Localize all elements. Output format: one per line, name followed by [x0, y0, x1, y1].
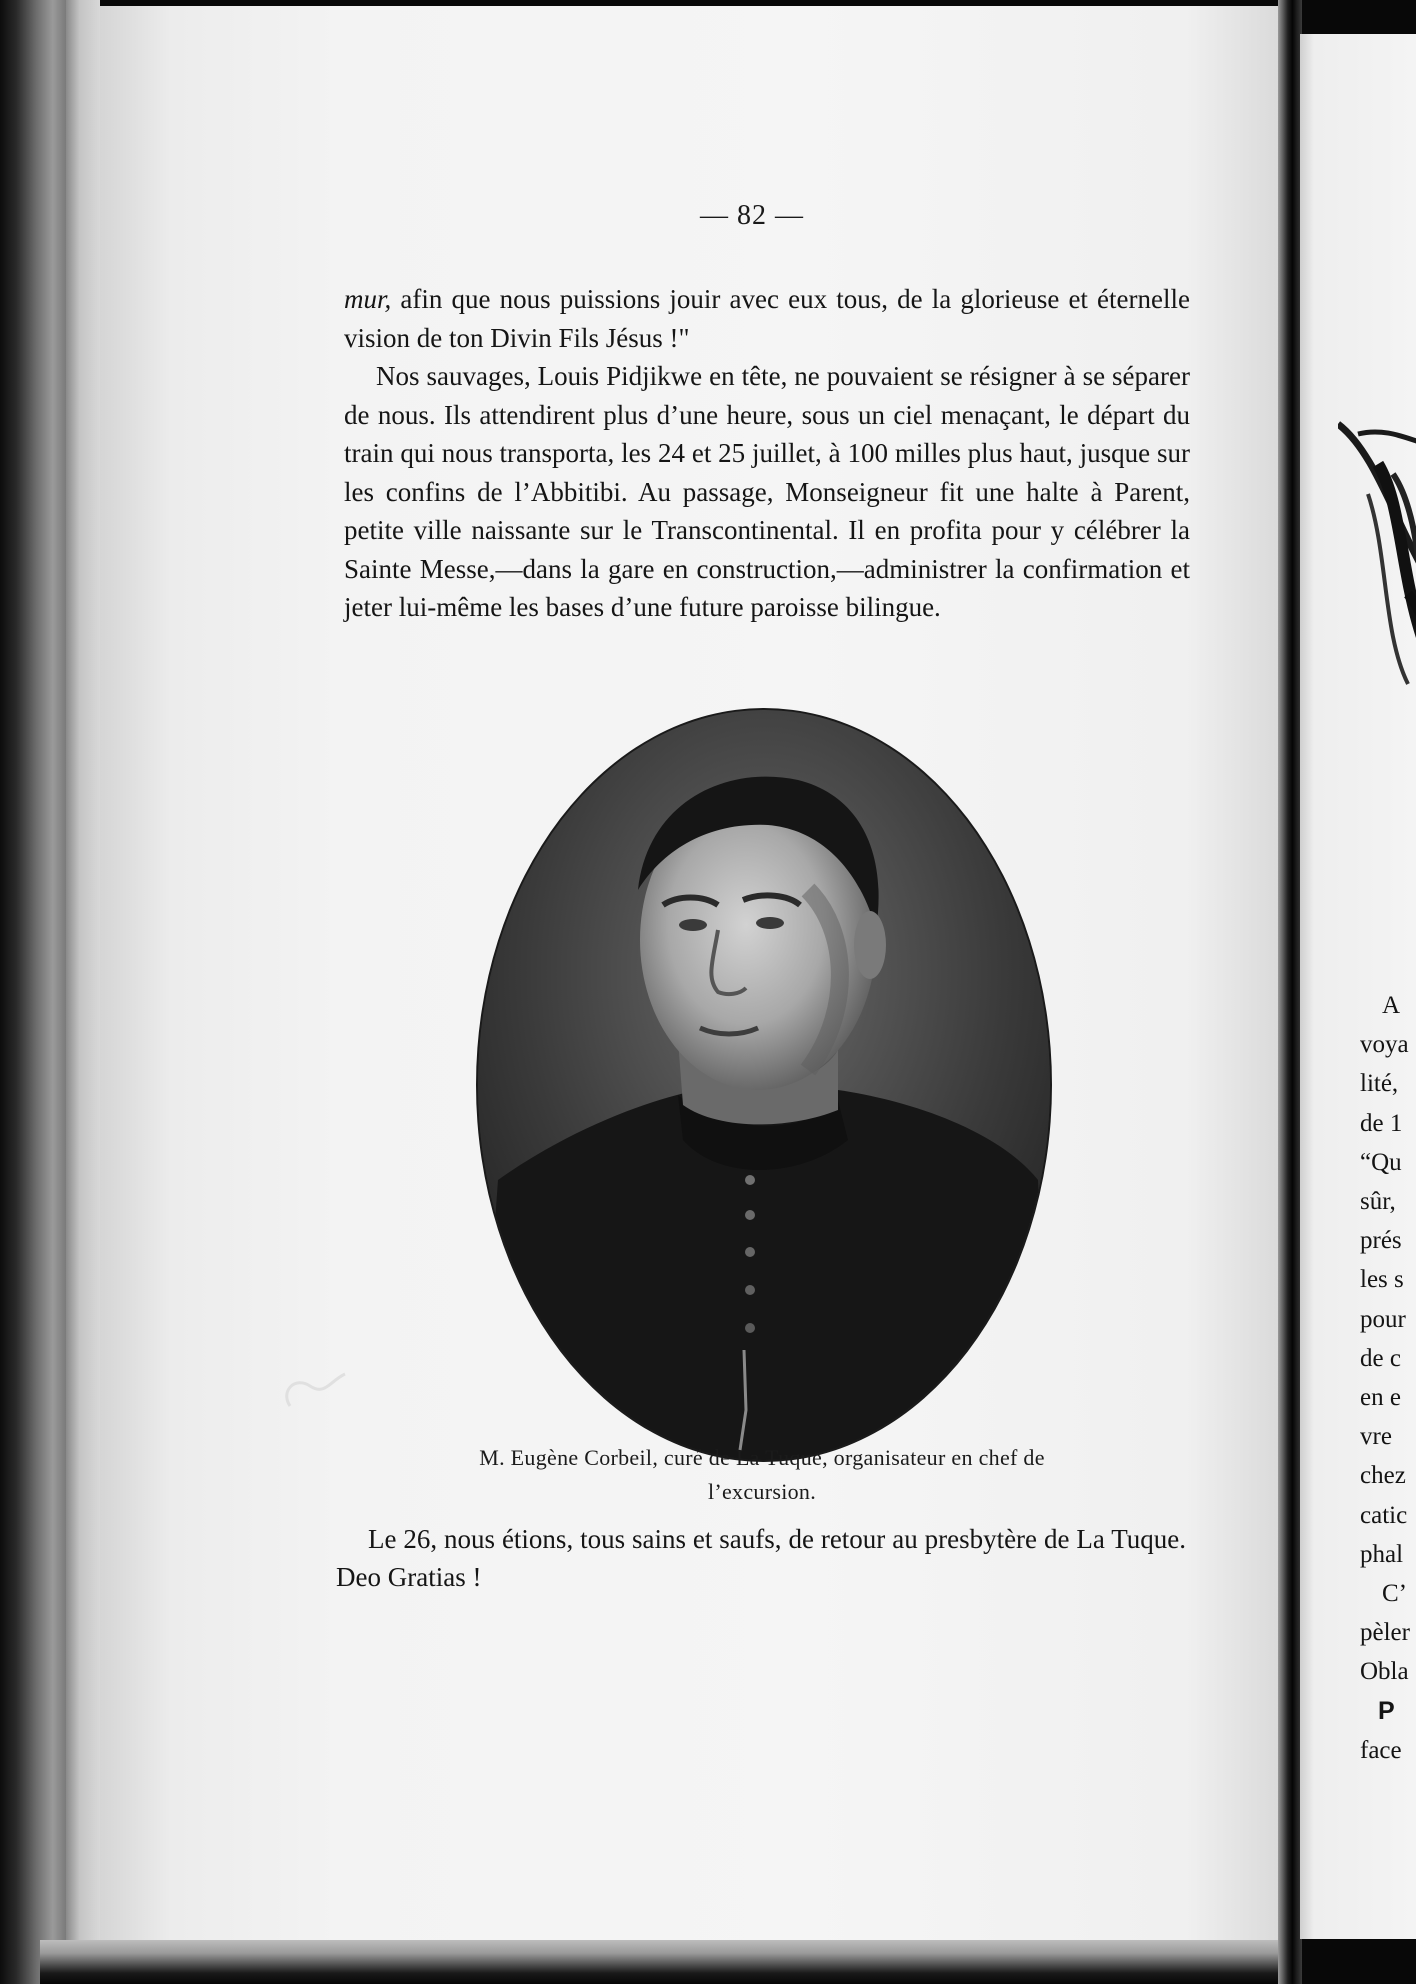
- facing-line: phal: [1360, 1540, 1404, 1568]
- facing-line: voya: [1360, 1031, 1409, 1059]
- page-number: — 82 —: [700, 200, 804, 231]
- page-bottom-edge: [40, 1940, 1290, 1984]
- facing-page-fragment: [1300, 34, 1416, 1939]
- oval-portrait-photo: [476, 708, 1052, 1462]
- paragraph-continuation: [344, 280, 1190, 357]
- facing-line: en e: [1360, 1384, 1401, 1412]
- italic-word: mur,: [344, 284, 392, 314]
- facing-line: A: [1382, 992, 1401, 1019]
- facing-line: “Qu: [1360, 1148, 1402, 1176]
- facing-line: Obla: [1360, 1658, 1409, 1686]
- page-gutter: [1278, 0, 1302, 1984]
- facing-line: prés: [1360, 1227, 1402, 1255]
- floral-ornament-icon: [1338, 394, 1416, 754]
- facing-line: sûr,: [1360, 1188, 1396, 1216]
- paragraph-text: afin que nous puissions jouir avec eux tous, de la glorieuse et éternelle vision de ton Divin Fils Jésus !": [344, 284, 1190, 353]
- photo-caption: [372, 1441, 1152, 1509]
- facing-line: face: [1360, 1736, 1402, 1764]
- closing-paragraph: Le 26, nous étions, tous sains et saufs, de retour au presbytère de La Tuque. Deo Gratias !: [336, 1524, 1186, 1592]
- paragraph: Nos sauvages, Louis Pidjikwe en tête, ne pouvaient se résigner à se séparer de nous. Ils attendirent plus d’une heure, sous un ciel menaçant, le départ du train qui nous transporta, les 24 et 25 juillet, à 100 milles plus haut, jusque sur les confins de l’Abbitibi. Au passage, Monseigneur fit une halte à Parent, petite ville naissante sur le Transcontinental. Il en profita pour y célébrer la Sainte Messe,—dans la gare en construction,—administrer la confirmation et jeter lui-même les bases d’une future paroisse bilingue.: [344, 361, 1190, 622]
- caption-line: M. Eugène Corbeil, curé de La Tuque, organisateur en chef de: [479, 1445, 1045, 1470]
- facing-line: catic: [1360, 1501, 1408, 1529]
- book-spine-edge: [0, 0, 66, 1984]
- facing-line: de c: [1360, 1344, 1401, 1372]
- facing-line: pour: [1360, 1305, 1406, 1333]
- body-text: [344, 280, 1190, 627]
- facing-line: lité,: [1360, 1070, 1399, 1098]
- caption-line: l’excursion.: [707, 1479, 817, 1504]
- facing-line: de 1: [1360, 1109, 1403, 1137]
- facing-line: vre: [1360, 1423, 1392, 1451]
- pencil-mark-icon: [280, 1356, 350, 1416]
- facing-line: les s: [1360, 1266, 1404, 1294]
- facing-line: chez: [1360, 1462, 1406, 1490]
- portrait-photo-image: [478, 710, 1050, 1460]
- facing-line: P: [1378, 1696, 1395, 1725]
- facing-line: C’: [1382, 1580, 1407, 1608]
- facing-line: pèler: [1360, 1619, 1410, 1647]
- facing-page-text: [1360, 986, 1416, 1770]
- binding-shadow: [66, 0, 100, 1984]
- closing-text: [336, 1520, 1186, 1596]
